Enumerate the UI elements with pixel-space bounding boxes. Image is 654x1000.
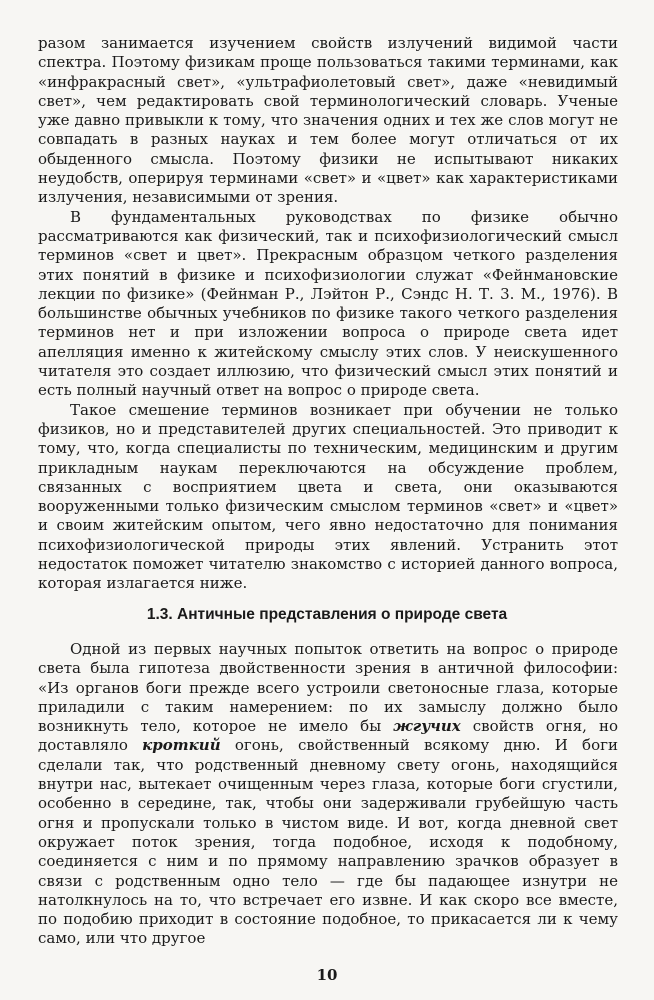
page-number: 10 <box>316 966 338 984</box>
paragraph-3: Такое смешение терминов возникает при обучении не только физиков, но и представителей других специальностей. Это приводит к тому, что, когда специалисты по техническим, медицинским и другим прикладным наукам переключаются на обсуждение проблем, связанных с восприятием цвета и света, они оказываются вооруженными только физическим смыслом терминов «свет» и «цвет» и своим житейским опытом, чего явно недостаточно для понимания психофизиологической природы этих явлений. Устранить этот недостаток поможет читателю знакомство с историей данного вопроса, которая излагается ниже. <box>38 400 618 593</box>
section-heading: 1.3. Античные представления о природе света <box>146 606 508 623</box>
paragraph-4 <box>38 640 618 949</box>
section-1-text <box>38 34 618 594</box>
italic-term-zhguchikh: жгучих <box>393 717 461 736</box>
section-2-text <box>38 640 618 949</box>
italic-term-krotkiy: кроткий <box>142 736 221 755</box>
text-run: свойств огня, но доставляло <box>38 717 618 755</box>
paragraph-1: разом занимается изучением свойств излучений видимой части спектра. Поэтому физикам проще пользоваться такими терминами, как «инфракрасный свет», «ультрафиолетовый свет», даже «невидимый свет», чем редактировать свой терминологический словарь. Ученые уже давно привыкли к тому, что значения одних и тех же слов могут не совпадать в разных науках и тем более могут отличаться от их обыденного смысла. Поэтому физики не испытывают никаких неудобств, оперируя терминами «свет» и «цвет» как характеристиками излучения, независимыми от зрения. <box>38 34 618 207</box>
text-run: огонь, свойственный всякому дню. И боги сделали так, что родственный дневному свету огонь, находящийся внутри нас, вытекает очищенным через глаза, которые боги сгустили, особенно в середине, так, чтобы они задерживали грубейшую часть огня и пропускали только в чистом виде. И вот, когда дневной свет окружает поток зрения, тогда подобное, исходя к подобному, соединяется с ним и по прямому направлению зрачков образует в связи с родственным одно тело — где бы падающее изнутри не натолкнулось на то, что встречает его извне. И как скоро все вместе, по подобию приходит в состояние подобное, то прикасается ли к чему само, или что другое <box>38 736 618 948</box>
text-run: Одной из первых научных попыток ответить на вопрос о природе света была гипотеза двойственности зрения в античной философии: «Из органов боги прежде всего устроили светоносные глаза, которые приладили с таким намерением: по их замыслу должно было возникнуть тело, которое не имело бы <box>38 640 618 736</box>
paragraph-2: В фундаментальных руководствах по физике обычно рассматриваются как физический, так и психофизиологический смысл терминов «свет и цвет». Прекрасным образцом четкого разделения этих понятий в физике и психофизиологии служат «Фейнмановские лекции по физике» (Фейнман Р., Лэйтон Р., Сэндс Н. Т. 3. М., 1976). В большинстве обычных учебников по физике такого четкого разделения терминов нет и при изложении вопроса о природе света идет апелляция именно к житейскому смыслу этих слов. У неискушенного читателя это создает иллюзию, что физический смысл этих понятий и есть полный научный ответ на вопрос о природе света. <box>38 207 618 400</box>
